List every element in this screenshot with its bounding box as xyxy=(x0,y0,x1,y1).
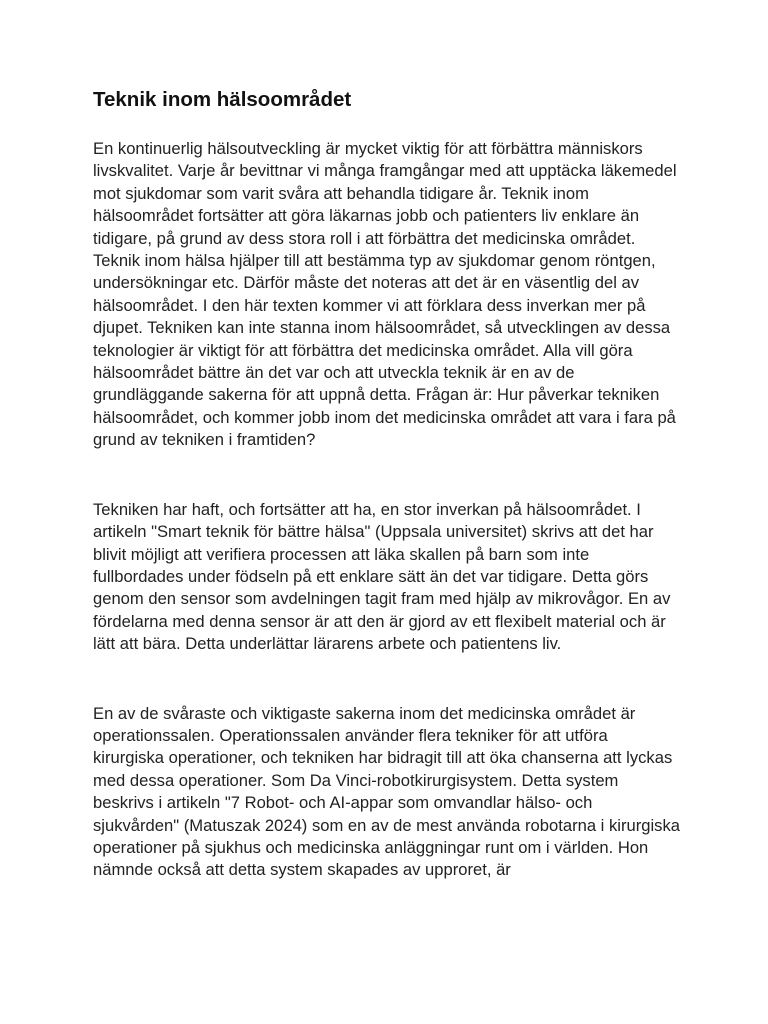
paragraph-impact: Tekniken har haft, och fortsätter att ha, en stor inverkan på hälsoområdet. I artikeln "Smart teknik för bättre hälsa" (Uppsala universitet) skrivs att det har blivit möjligt att verifiera processen att läka skallen på barn som inte fullbordades under födseln på ett enklare sätt än det var tidigare. Detta görs genom den sensor som avdelningen tagit fram med hjälp av mikrovågor. En av fördelarna med denna sensor är att den är gjord av ett flexibelt material och är lätt att bära. Detta underlättar lärarens arbete och patientens liv. xyxy=(93,499,671,654)
paragraph-intro: En kontinuerlig hälsoutveckling är mycket viktig för att förbättra människors livskvalitet. Varje år bevittnar vi många framgångar med att upptäcka läkemedel mot sjukdomar som varit svåra att behandla tidigare år. Teknik inom hälsoområdet fortsätter att göra läkarnas jobb och patienters liv enklare än tidigare, på grund av dess stora roll i att förbättra det medicinska området. Teknik inom hälsa hjälper till att bestämma typ av sjukdomar genom röntgen, undersökningar etc. Därför måste det noteras att det är en väsentlig del av hälsoområdet. I den här texten kommer vi att förklara dess inverkan mer på djupet. Tekniken kan inte stanna inom hälsoområdet, så utvecklingen av dessa teknologier är viktigt för att förbättra det medicinska området. Alla vill göra hälsoområdet bättre än det var och att utveckla teknik är en av de grundläggande sakerna för att uppnå detta. Frågan är: Hur påverkar tekniken hälsoområdet, och kommer jobb inom det medicinska området att vara i fara på grund av tekniken i framtiden? xyxy=(93,139,677,450)
paragraph-operating-room: En av de svåraste och viktigaste sakerna inom det medicinska området är operationssalen. Operationssalen använder flera tekniker för att utföra kirurgiska operationer, och tekniken har bidragit till att öka chanserna att lyckas med dessa operationer. Som Da Vinci-robotkirurgisystem. Detta system beskrivs i artikeln "7 Robot- och AI-appar som omvandlar hälso- och sjukvården" (Matuszak 2024) som en av de mest använda robotarna i kirurgiska operationer på sjukhus och medicinska anläggningar runt om i världen. Hon nämnde också att detta system skapades av upproret, är xyxy=(93,703,680,880)
document-body xyxy=(93,86,683,882)
document-title: Teknik inom hälsoområdet xyxy=(93,88,352,111)
